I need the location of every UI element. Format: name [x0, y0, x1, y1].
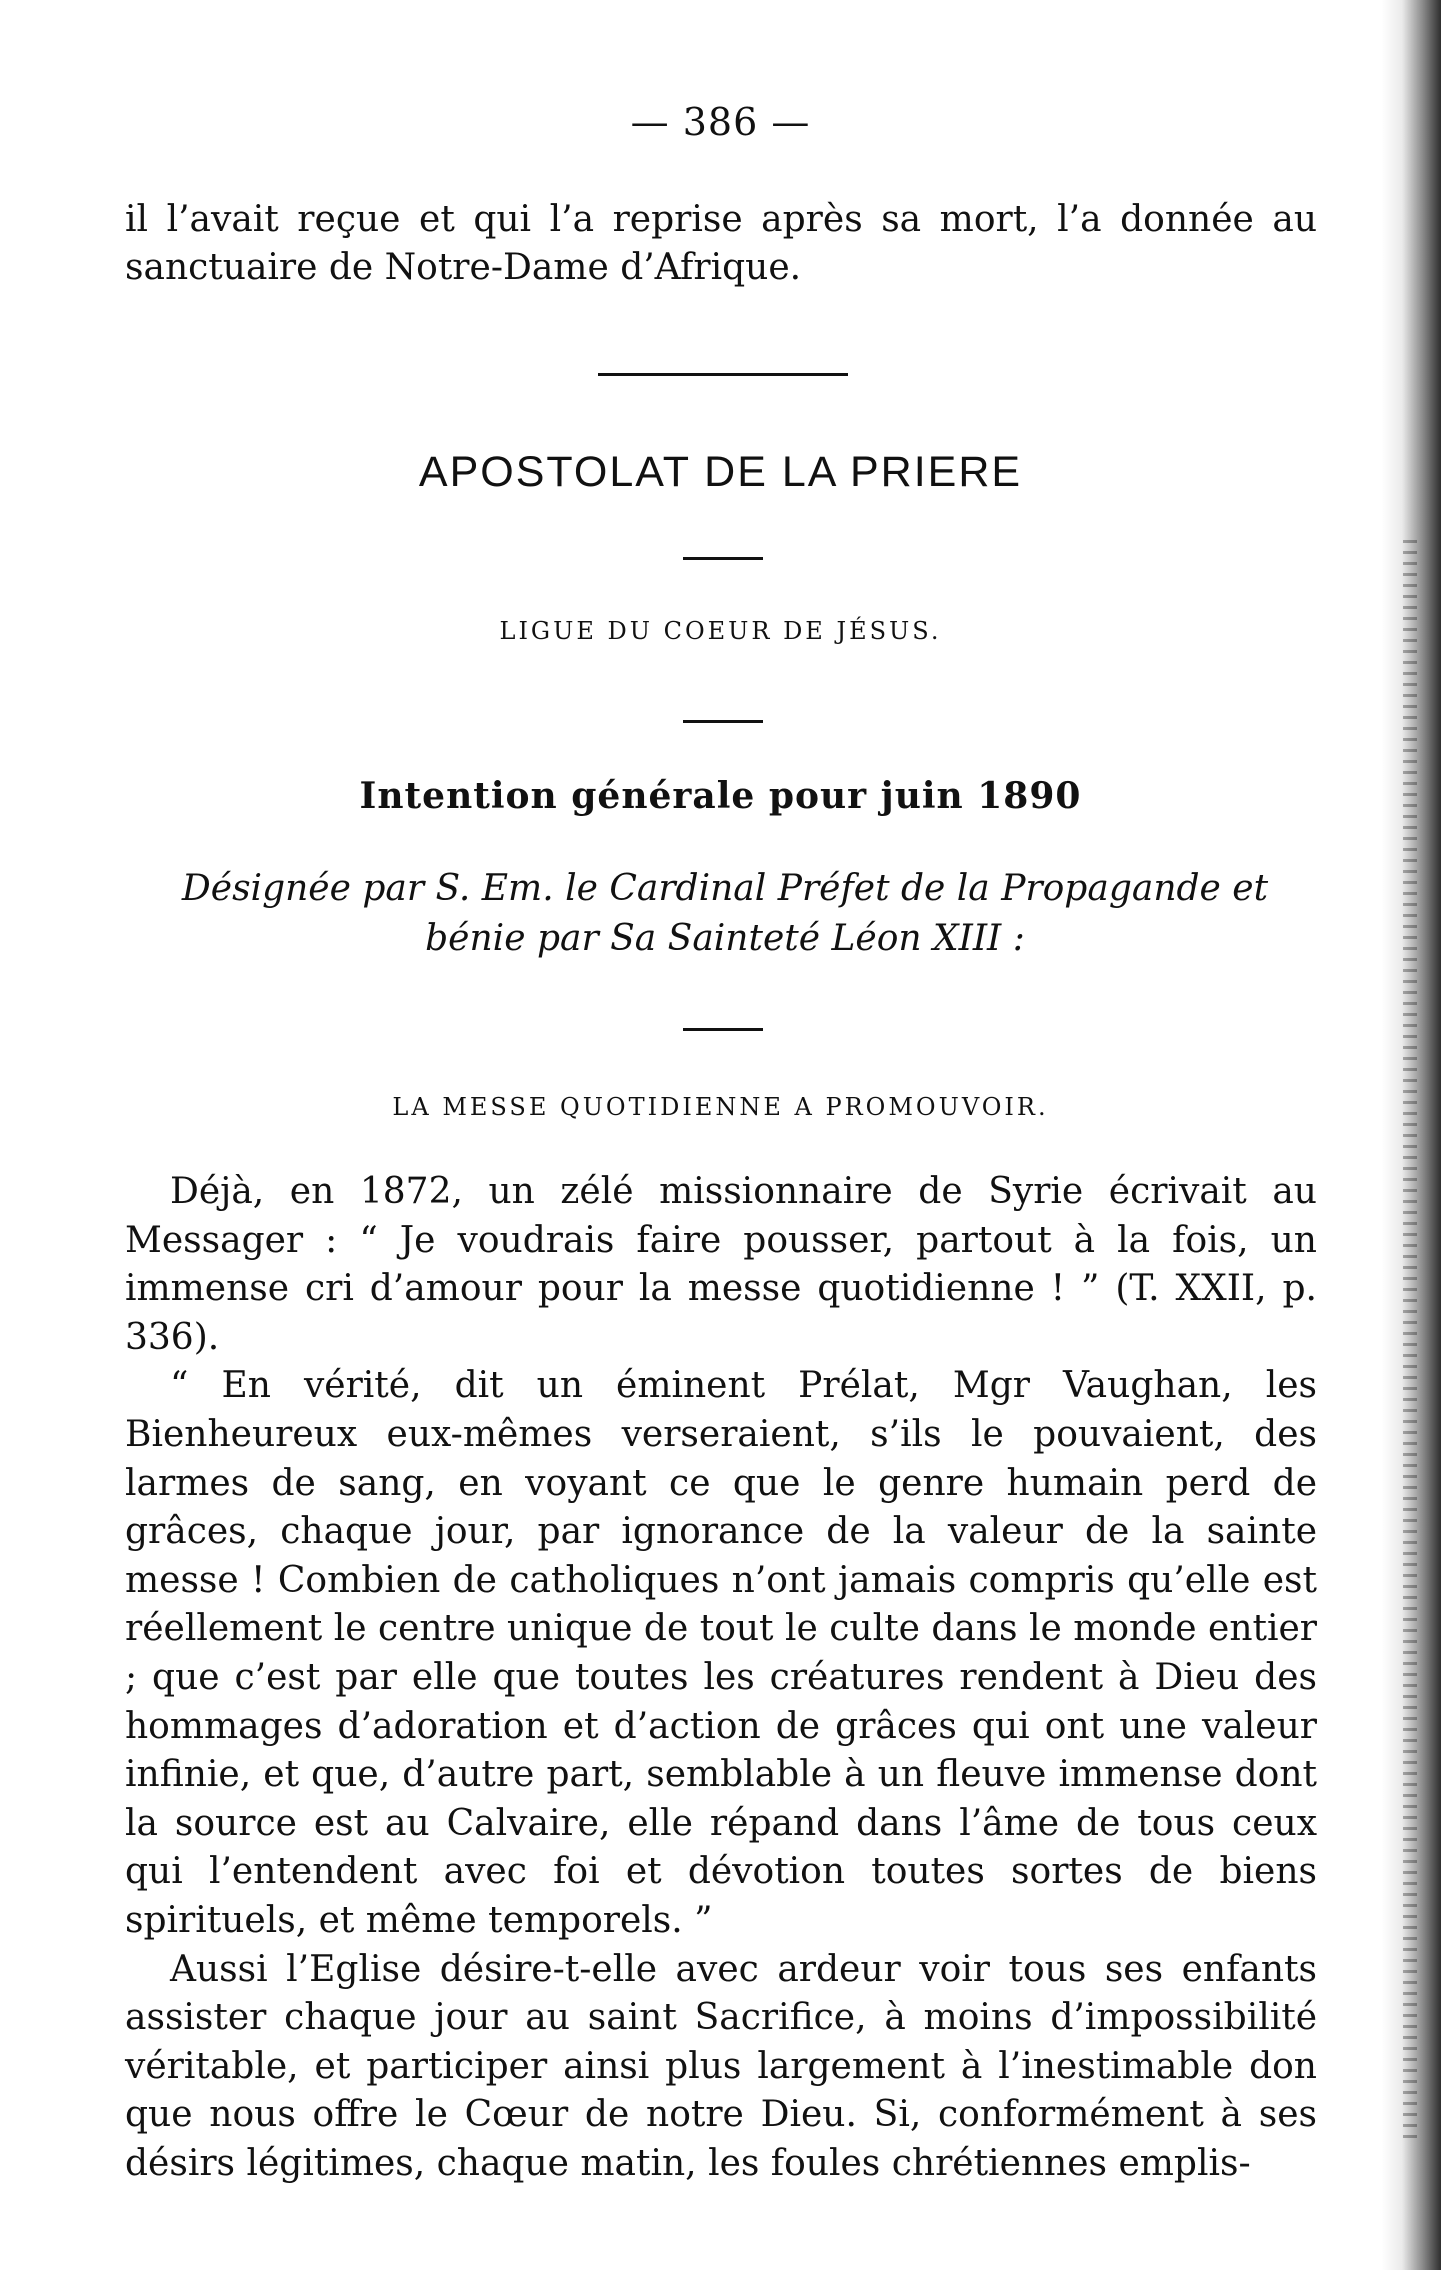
body-paragraph: “ En vérité, dit un éminent Prélat, Mgr Vaughan, les Bienheureux eux-mêmes verseraient, s’ils le pouvaient, des larmes de sang, en voyant ce que le genre humain perd de grâces, chaque jour, par ignorance de la valeur de la sainte messe ! Combien de catholiques n’ont jamais compris qu’elle est réellement le centre unique de tout le culte dans le monde entier ; que c’est par elle que toutes les créatures rendent à Dieu des hommages d’adoration et d’action de grâces qui ont une valeur infinie, et que, d’autre part, semblable à un fleuve immense dont la source est au Calvaire, elle répand dans l’âme de tous ceux qui l’entendent avec foi et dévotion toutes sortes de biens spirituels, et même temporels. ”	[125, 1365, 1317, 1941]
designation-text: Désignée par S. Em. le Cardinal Préfet de la Propagande et bénie par Sa Sainteté Léon XIII :	[181, 868, 1269, 959]
intention-heading: Intention générale pour juin 1890	[359, 775, 1082, 817]
section-divider-rule	[598, 373, 848, 376]
short-divider-rule	[683, 720, 763, 723]
carryover-paragraph: il l’avait reçue et qui l’a reprise après sa mort, l’a donnée au sanctuaire de Notre-Dame d’Afrique.	[125, 199, 1317, 288]
page-number: — 386 —	[630, 100, 811, 144]
short-divider-rule	[683, 1028, 763, 1031]
section-subtitle: LIGUE DU COEUR DE JÉSUS.	[499, 617, 942, 645]
body-paragraph: Déjà, en 1872, un zélé missionnaire de Syrie écrivait au Messager : “ Je voudrais faire pousser, partout à la fois, un immense cri d’amour pour la messe quotidienne ! ” (T. XXII, p. 336).	[125, 1171, 1317, 1358]
body-text	[125, 1168, 1317, 2188]
section-title: APOSTOLAT DE LA PRIERE	[418, 448, 1023, 496]
short-divider-rule	[683, 557, 763, 560]
topic-heading: LA MESSE QUOTIDIENNE A PROMOUVOIR.	[392, 1093, 1049, 1121]
body-paragraph: Aussi l’Eglise désire-t-elle avec ardeur voir tous ses enfants assister chaque jour au saint Sacrifice, à moins d’impossibilité véritable, et participer ainsi plus largement à l’inestimable don que nous offre le Cœur de notre Dieu. Si, conformément à ses désirs légitimes, chaque matin, les foules chrétiennes emplis-	[125, 1948, 1317, 2184]
